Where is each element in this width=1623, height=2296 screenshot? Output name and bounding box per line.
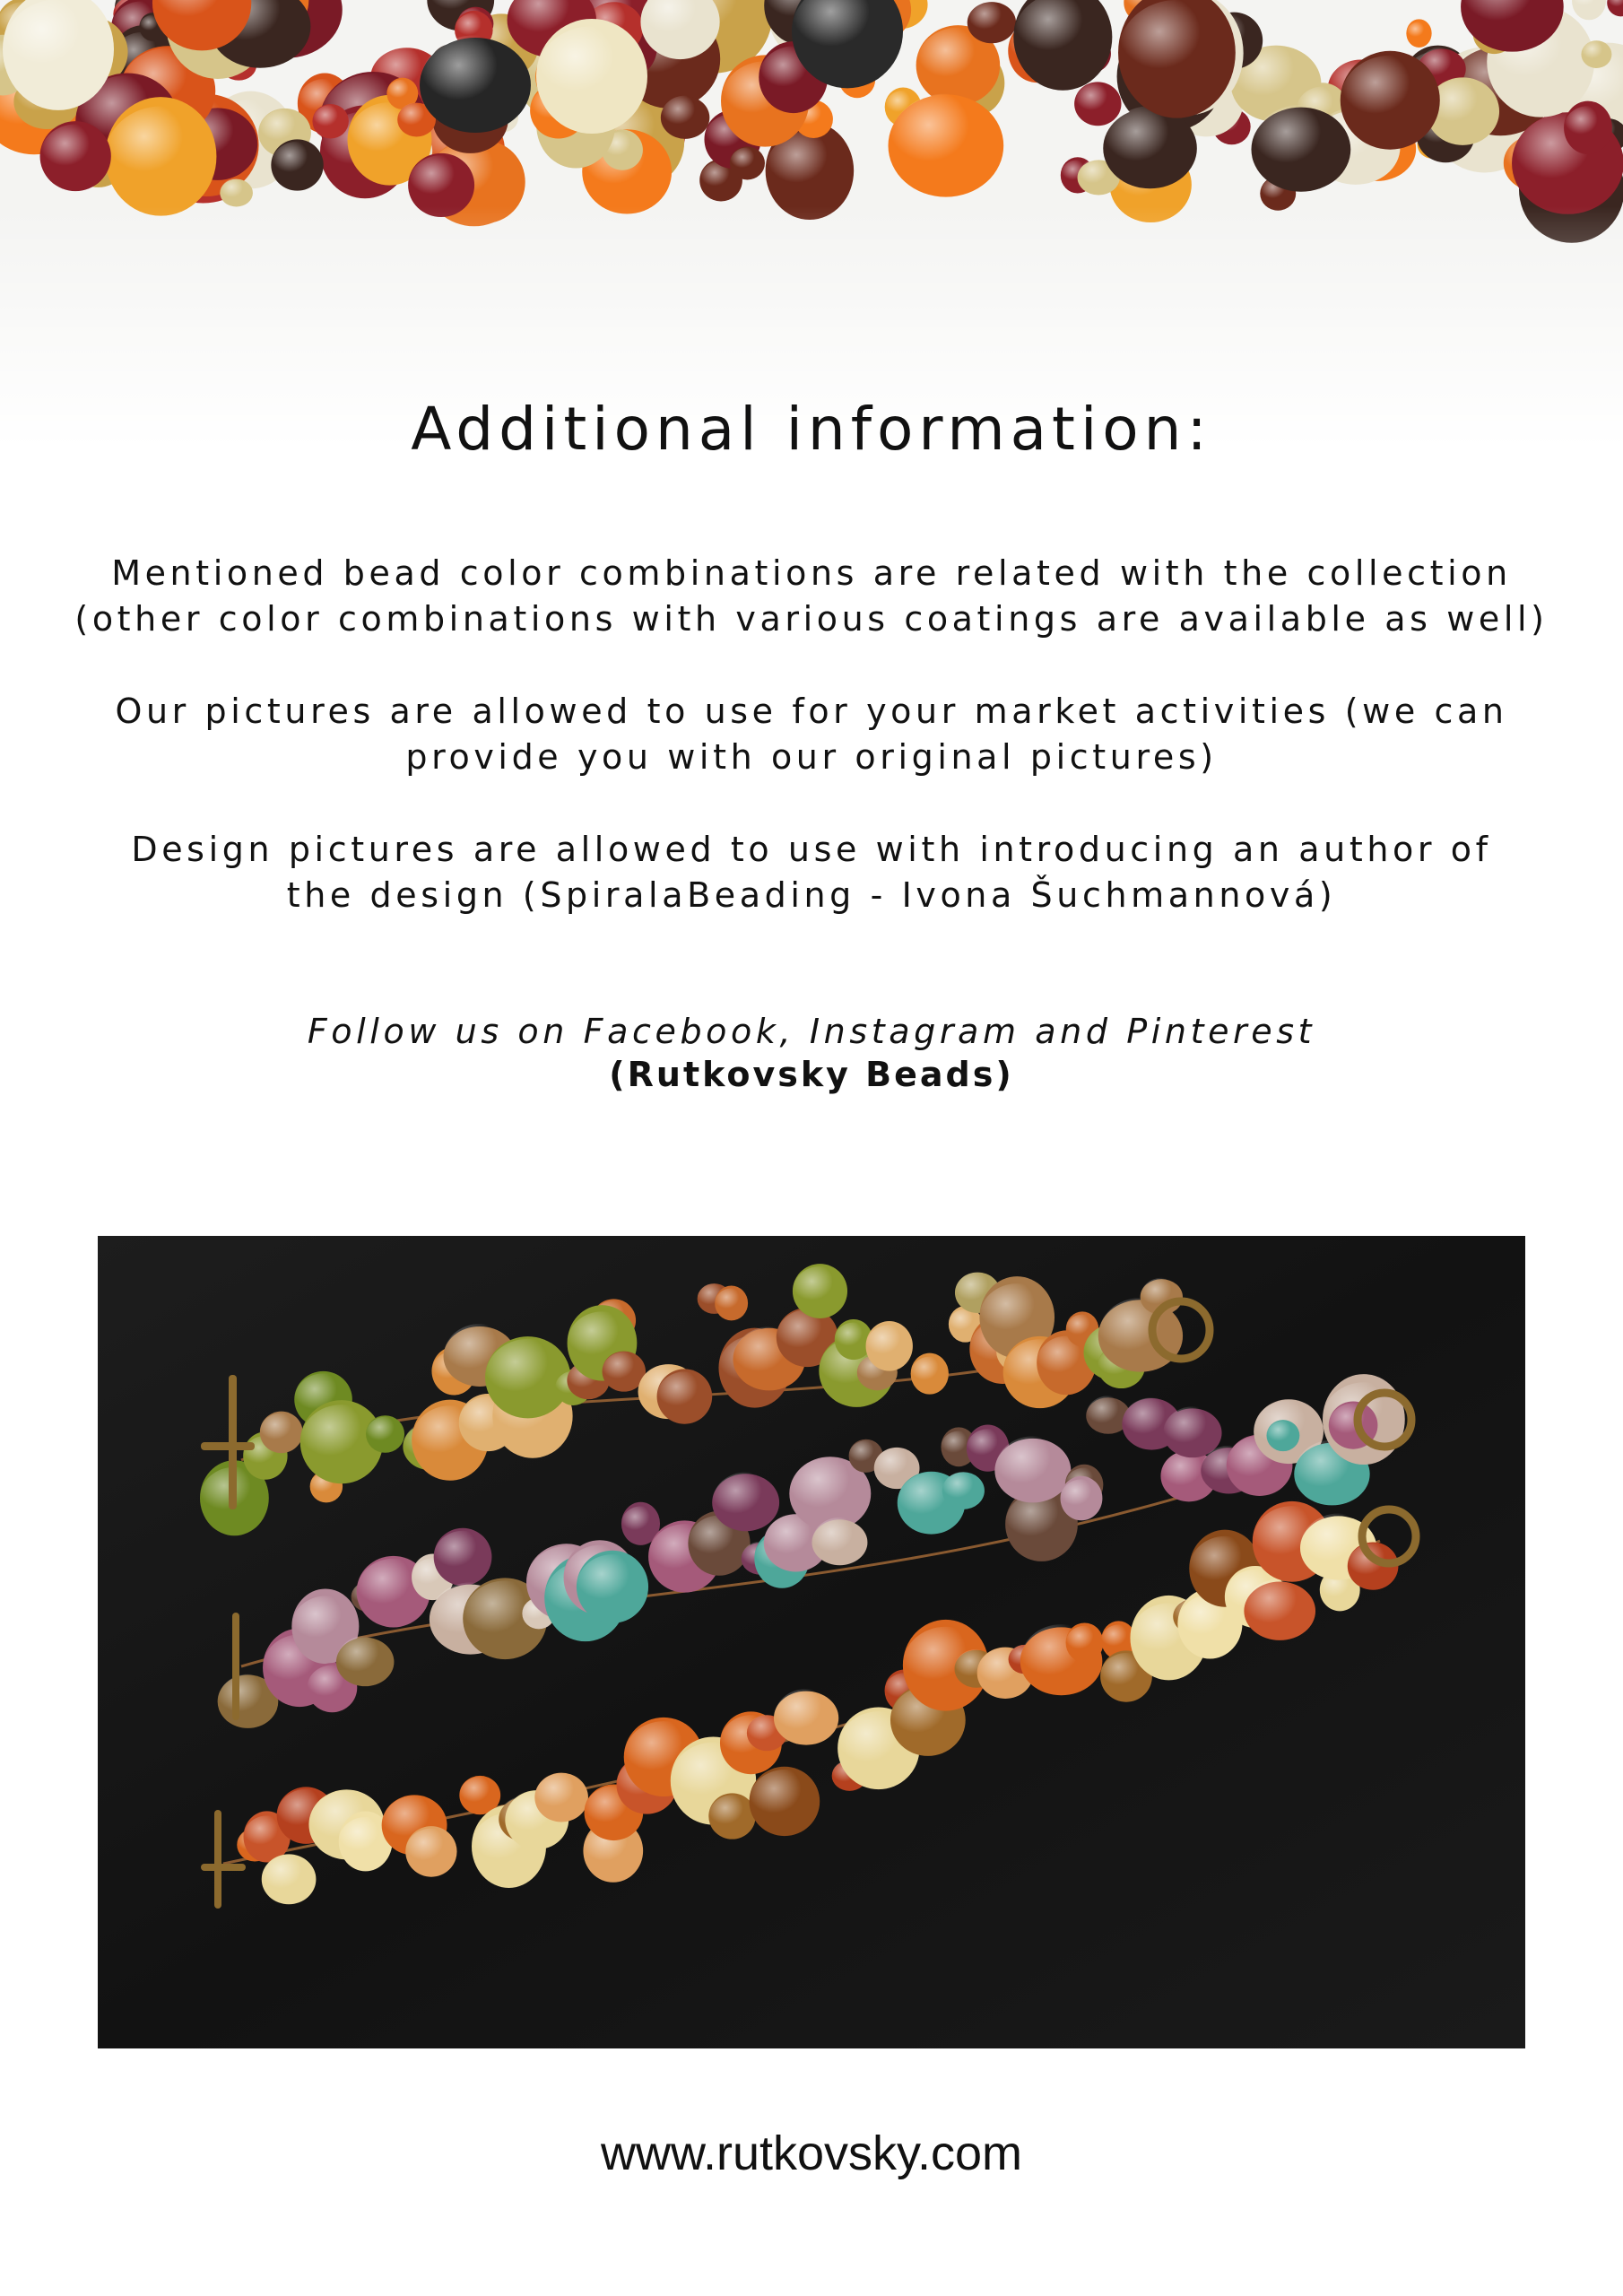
bead-highlight [1118,0,1236,106]
bead-highlight [420,35,531,135]
bead-highlight [534,1773,588,1822]
bead-highlight [366,1417,404,1452]
bead-highlight [1564,106,1612,149]
info-paragraph-pictures [0,689,1623,780]
bead-highlight [260,1413,303,1451]
bead-highlight [911,1357,949,1391]
bead-highlight [708,1795,755,1837]
website-url: www.rutkovsky.com [600,2126,1023,2180]
bead-highlight [774,1689,838,1747]
info-paragraph-collection [0,551,1623,642]
bead-highlight [661,96,709,140]
bead-highlight [405,1829,456,1875]
bead-highlight [1074,83,1121,125]
info-line: (other color combinations with various coatings are available as well) [74,599,1549,639]
bead-highlight [1266,1421,1299,1450]
bead-highlight [577,1554,648,1619]
bead-highlight [434,1531,492,1583]
bracelets-illustration [98,1236,1525,2048]
bead-highlight [271,142,323,189]
bead-highlight [485,1339,570,1416]
bead-highlight [657,1371,713,1421]
bead-highlight [712,1473,779,1533]
bead-highlight [793,1266,847,1316]
bead-highlight [889,94,1004,198]
bead-highlight [40,124,111,187]
bead-highlight [1103,106,1197,190]
bead-highlight [336,1636,394,1688]
bead-highlight [3,0,114,100]
info-paragraph-design [0,827,1623,918]
bead-header-illustration [0,0,1623,448]
bead-highlight [220,178,253,208]
social-follow-text: Follow us on Facebook, Instagram and Pinterest [307,1012,1316,1051]
bead-highlight [459,1777,500,1813]
bead-highlight [1061,1479,1103,1517]
bead-highlight [812,1518,867,1568]
bracelets-photo [98,1236,1525,2048]
bead-highlight [1406,22,1431,44]
info-line: Design pictures are allowed to use with introducing an author of [131,830,1492,869]
bead-highlight [730,147,765,178]
bead-highlight [1244,1578,1315,1643]
bead-highlight [1251,105,1350,195]
bead-highlight [408,155,474,215]
bead-highlight [942,1472,985,1509]
bead-highlight [866,1325,913,1367]
bead-highlight [968,1,1016,45]
bead-highlight [750,1770,820,1833]
bead-highlight [1341,56,1440,145]
bead-header-image [0,0,1623,448]
info-line: the design (SpiralaBeading - Ivona Šuchmannová) [286,875,1337,915]
info-line: Mentioned bead color combinations are related with the collection [111,553,1512,593]
info-line: provide you with our original pictures) [405,737,1218,777]
bead-highlight [715,1288,748,1318]
info-line: Our pictures are allowed to use for your market activities (we can [115,691,1508,731]
bead-highlight [536,26,647,126]
bead-highlight [1581,40,1611,68]
page-title: Additional information: [411,395,1212,464]
brand-name: (Rutkovsky Beads) [609,1055,1014,1094]
bead-highlight [262,1855,317,1904]
bead-highlight [994,1436,1071,1504]
bead-highlight [105,107,216,207]
bead-highlight [1066,1626,1104,1660]
bead-highlight [621,1506,660,1541]
bead-highlight [312,105,348,137]
